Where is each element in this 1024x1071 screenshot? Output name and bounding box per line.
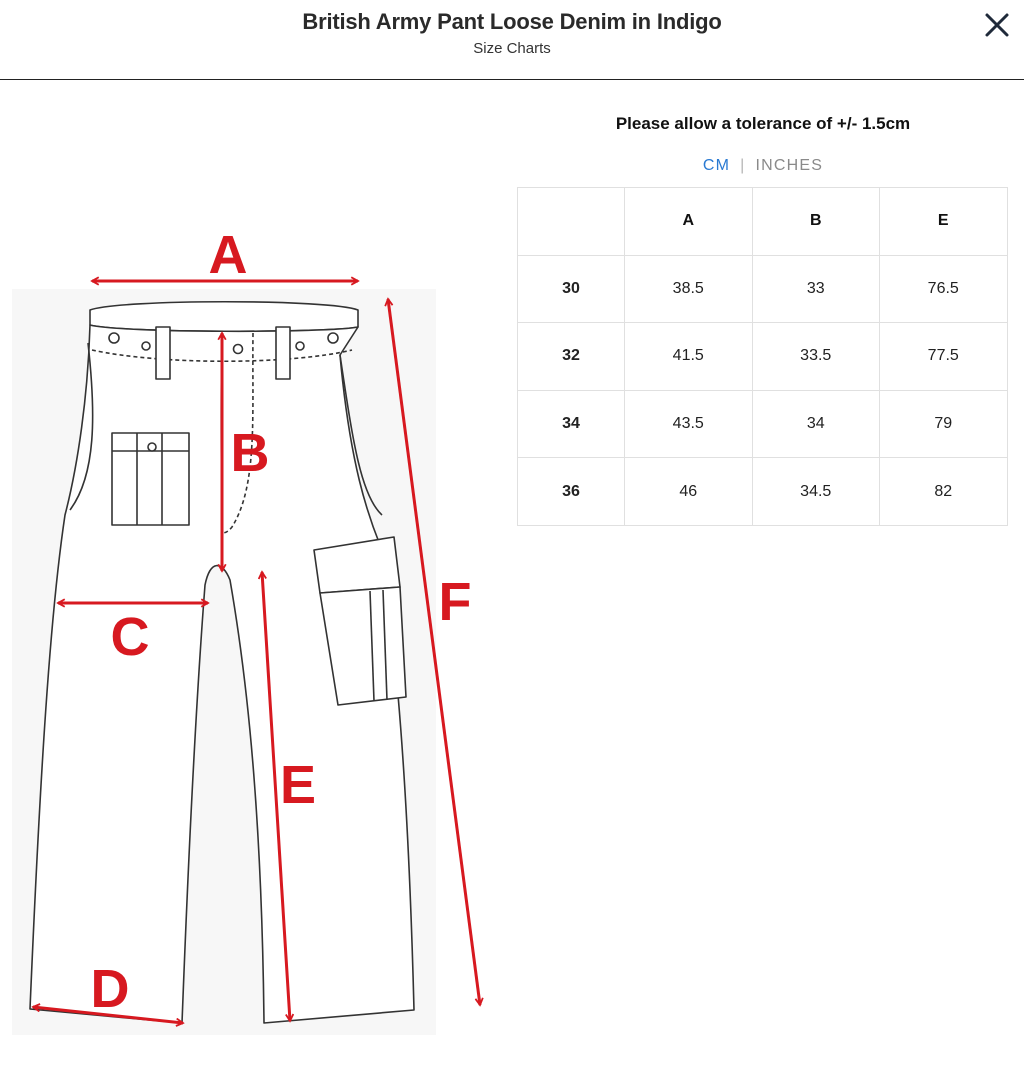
- label-b: B: [230, 423, 270, 483]
- size-chart-table: [517, 187, 1008, 526]
- close-icon: [982, 10, 1012, 40]
- table-cell-a: 38.5: [625, 255, 753, 323]
- modal-header: [0, 0, 1024, 80]
- size-label: 32: [518, 323, 625, 391]
- table-header-corner: [518, 188, 625, 256]
- table-header-a: A: [625, 188, 753, 256]
- table-cell-b: 34.5: [752, 458, 880, 526]
- label-d: D: [90, 959, 130, 1019]
- size-label: 34: [518, 390, 625, 458]
- label-e: E: [279, 755, 317, 815]
- table-cell-e: 82: [880, 458, 1008, 526]
- table-cell-e: 77.5: [880, 323, 1008, 391]
- table-cell-b: 33.5: [752, 323, 880, 391]
- table-cell-a: 41.5: [625, 323, 753, 391]
- table-cell-b: 34: [752, 390, 880, 458]
- close-button[interactable]: [982, 10, 1012, 40]
- label-a: A: [208, 225, 248, 285]
- table-row: [518, 458, 1008, 526]
- product-title: British Army Pant Loose Denim in Indigo: [302, 9, 722, 34]
- table-cell-a: 43.5: [625, 390, 753, 458]
- label-c: C: [110, 607, 150, 667]
- table-cell-e: 76.5: [880, 255, 1008, 323]
- table-header-row: [518, 188, 1008, 256]
- tolerance-note: Please allow a tolerance of +/- 1.5cm: [615, 114, 911, 133]
- unit-inches-button[interactable]: INCHES: [755, 157, 824, 174]
- table-row: [518, 390, 1008, 458]
- pant-measurement-diagram: [0, 215, 510, 1045]
- unit-separator: |: [740, 157, 746, 174]
- table-cell-e: 79: [880, 390, 1008, 458]
- table-header-e: E: [880, 188, 1008, 256]
- table-row: [518, 323, 1008, 391]
- modal-subtitle: Size Charts: [473, 40, 551, 57]
- label-f: F: [438, 572, 472, 632]
- table-row: [518, 255, 1008, 323]
- table-cell-b: 33: [752, 255, 880, 323]
- table-header-b: B: [752, 188, 880, 256]
- size-label: 30: [518, 255, 625, 323]
- unit-toggle: [518, 157, 1008, 175]
- table-cell-a: 46: [625, 458, 753, 526]
- size-label: 36: [518, 458, 625, 526]
- unit-cm-button[interactable]: CM: [702, 157, 731, 174]
